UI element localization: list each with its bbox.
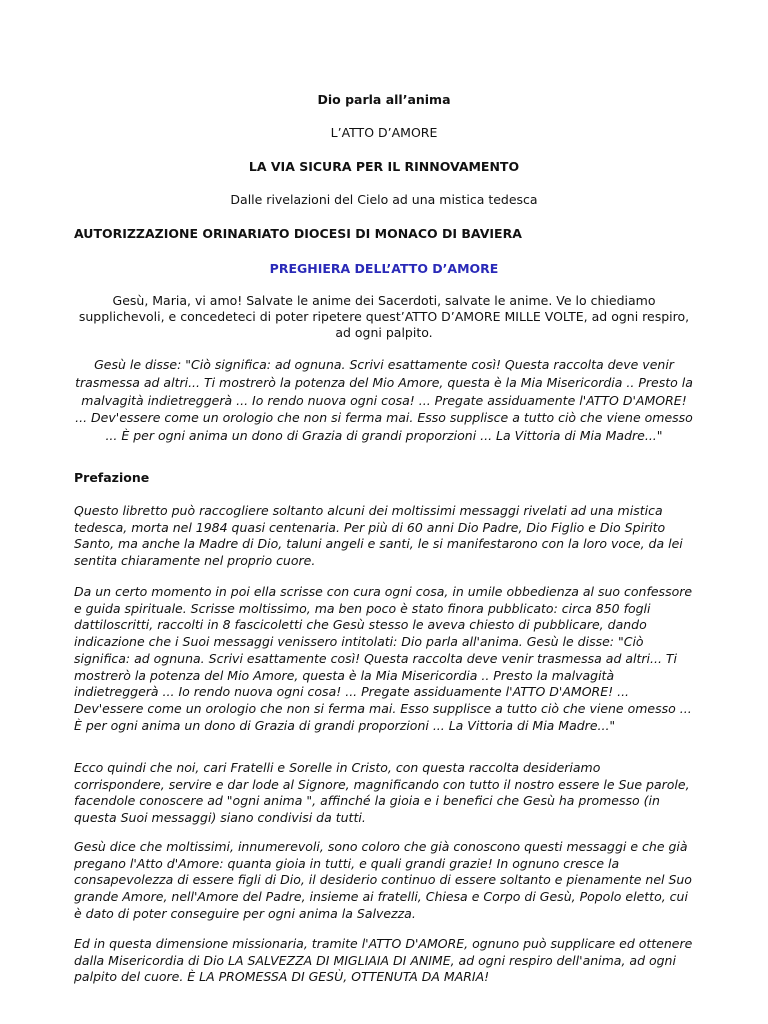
origin-line: Dalle rivelazioni del Cielo ad una mistica tedesca [230, 192, 538, 207]
prayer-title: PREGHIERA DELL’ATTO D’AMORE [269, 261, 499, 276]
preface-paragraph-2: Da un certo momento in poi ella scrisse con cura ogni cosa, in umile obbedienza al suo confessore e guida spirituale. Scrisse moltissimo, ma ben poco è stato finora pubblicato: circa 850 fogli dattiloscritti, raccolti in 8 fascicoletti che Gesù stesso le aveva chiesto di pubblicare, dando indicazione che i Suoi messaggi venissero intitolati: Dio parla all'anima. Gesù le disse: "Ciò significa: ad ognuna. Scrivi esattamente così! Questa raccolta deve venir trasmessa ad altri... Ti mostrerò la potenza del Mio Amore, questa è la Mia Misericordia .. Presto la malvagità indietreggerà ... Io rendo nuova ogni cosa! ... Pregate assiduamente l'ATTO D'AMORE! ... Dev'essere come un orologio che non si ferma mai. Esso supplisce a tutto ciò che viene omesso ... È per ogni anima un dono di Grazia di grandi proporzioni ... La Vittoria di Mia Madre..." [74, 584, 693, 733]
preface-paragraph-5: Ed in questa dimensione missionaria, tramite l'ATTO D'AMORE, ognuno può supplicare ed ottenere dalla Misericordia di Dio LA SALVEZZA DI MIGLIAIA DI ANIME, ad ogni respiro dell'anima, ad ogni palpito del cuore. È LA PROMESSA DI GESÙ, OTTENUTA DA MARIA! [74, 936, 693, 985]
jesus-quote: Gesù le disse: "Ciò significa: ad ognuna. Scrivi esattamente così! Questa raccolta deve venir trasmessa ad altri... Ti mostrerò la potenza del Mio Amore, questa è la Mia Misericordia .. Presto la malvagità indietreggerà ... Io rendo nuova ogni cosa! ... Pregate assiduamente l'ATTO D'AMORE! ... Dev'essere come un orologio che non si ferma mai. Esso supplisce a tutto ciò che viene omesso ... È per ogni anima un dono di Grazia di grandi proporzioni ... La Vittoria di Mia Madre..." [75, 357, 693, 444]
document-subtitle: L’ATTO D’AMORE [330, 125, 438, 140]
preface-heading: Prefazione [74, 470, 150, 485]
preface-paragraph-3: Ecco quindi che noi, cari Fratelli e Sorelle in Cristo, con questa raccolta desideriamo corrispondere, servire e dar lode al Signore, magnificando con tutto il nostro essere le Sue parole, facendole conoscere ad "ogni anima ", affinché la gioia e i benefici che Gesù ha promesso (in questa Suoi messaggi) siano condivisi da tutti. [74, 760, 690, 826]
heading-rinnovamento: LA VIA SICURA PER IL RINNOVAMENTO [248, 159, 520, 174]
preface-paragraph-4: Gesù dice che moltissimi, innumerevoli, sono coloro che già conoscono questi messaggi e che già pregano l'Atto d'Amore: quanta gioia in tutti, e quali grandi grazie! In ognuno cresce la consapevolezza di essere figli di Dio, il desiderio continuo di essere soltanto e pienamente nel Suo grande Amore, nell'Amore del Padre, insieme ai fratelli, Chiesa e Corpo di Gesù, Popolo eletto, cui è dato di poter conseguire per ogni anima la Salvezza. [74, 839, 692, 921]
preface-paragraph-1: Questo libretto può raccogliere soltanto alcuni dei moltissimi messaggi rivelati ad una mistica tedesca, morta nel 1984 quasi centenaria. Per più di 60 anni Dio Padre, Dio Figlio e Dio Spirito Santo, ma anche la Madre di Dio, taluni angeli e santi, le si manifestarono con la loro voce, da lei sentita chiaramente nel proprio cuore. [74, 503, 683, 569]
document-title: Dio parla all’anima [317, 92, 451, 107]
prayer-text: Gesù, Maria, vi amo! Salvate le anime dei Sacerdoti, salvate le anime. Ve lo chiediamo supplichevoli, e concedeteci di poter ripetere quest’ATTO D’AMORE MILLE VOLTE, ad ogni respiro, ad ogni palpito. [78, 293, 690, 340]
authorization-line: AUTORIZZAZIONE ORINARIATO DIOCESI DI MONACO DI BAVIERA [74, 226, 522, 241]
